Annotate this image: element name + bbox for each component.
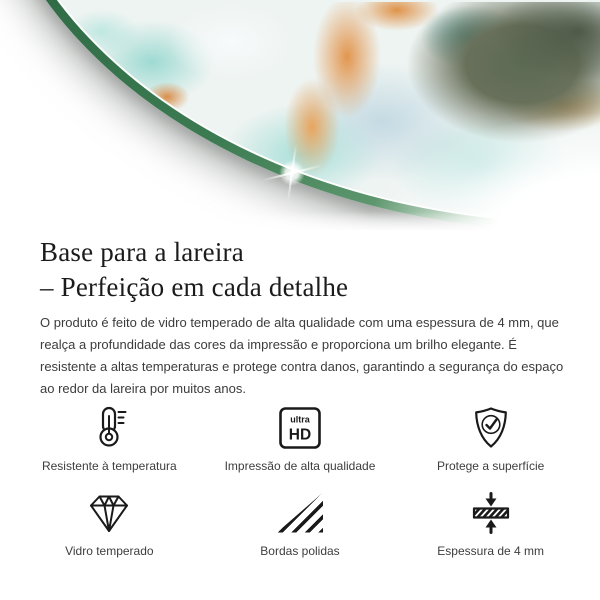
title-line-1: Base para a lareira bbox=[40, 237, 244, 267]
svg-text:ultra: ultra bbox=[290, 414, 310, 424]
feature-label: Bordas polidas bbox=[260, 544, 340, 558]
compress-icon bbox=[469, 489, 513, 536]
feature-temperature bbox=[14, 404, 205, 473]
marble-print bbox=[2, 2, 600, 223]
feature-label: Protege a superfície bbox=[436, 459, 545, 473]
title-line-2: – Perfeição em cada detalhe bbox=[40, 272, 349, 302]
feature-polished-edges bbox=[205, 489, 396, 558]
feature-label: Impressão de alta qualidade bbox=[224, 459, 376, 473]
feature-print-quality bbox=[205, 404, 396, 473]
feature-tempered-glass bbox=[14, 489, 205, 558]
product-description: O produto é feito de vidro temperado de alta qualidade com uma espessura de 4 mm, que realça a profundidade das cores da impressão e proporciona um brilho elegante. É resistente a altas temperaturas e protege contra danos, garantindo a segurança do espaço ao redor da lareira por muitos anos. bbox=[40, 315, 564, 396]
product-photo bbox=[0, 0, 600, 230]
feature-label: Resistente à temperatura bbox=[41, 459, 177, 473]
glass-surface bbox=[0, 0, 600, 223]
feature-grid bbox=[0, 404, 600, 558]
shield-check-icon bbox=[469, 404, 513, 451]
svg-text:HD: HD bbox=[288, 426, 312, 443]
glass-panel bbox=[0, 0, 600, 230]
diamond-icon bbox=[87, 489, 131, 536]
feature-thickness bbox=[395, 489, 586, 558]
polished-edges-icon bbox=[277, 489, 323, 536]
feature-label: Espessura de 4 mm bbox=[437, 544, 545, 558]
page-title bbox=[40, 235, 560, 305]
feature-surface-protection bbox=[395, 404, 586, 473]
thermometer-icon bbox=[87, 404, 131, 451]
ultra-hd-icon bbox=[278, 404, 322, 451]
feature-label: Vidro temperado bbox=[65, 544, 154, 558]
